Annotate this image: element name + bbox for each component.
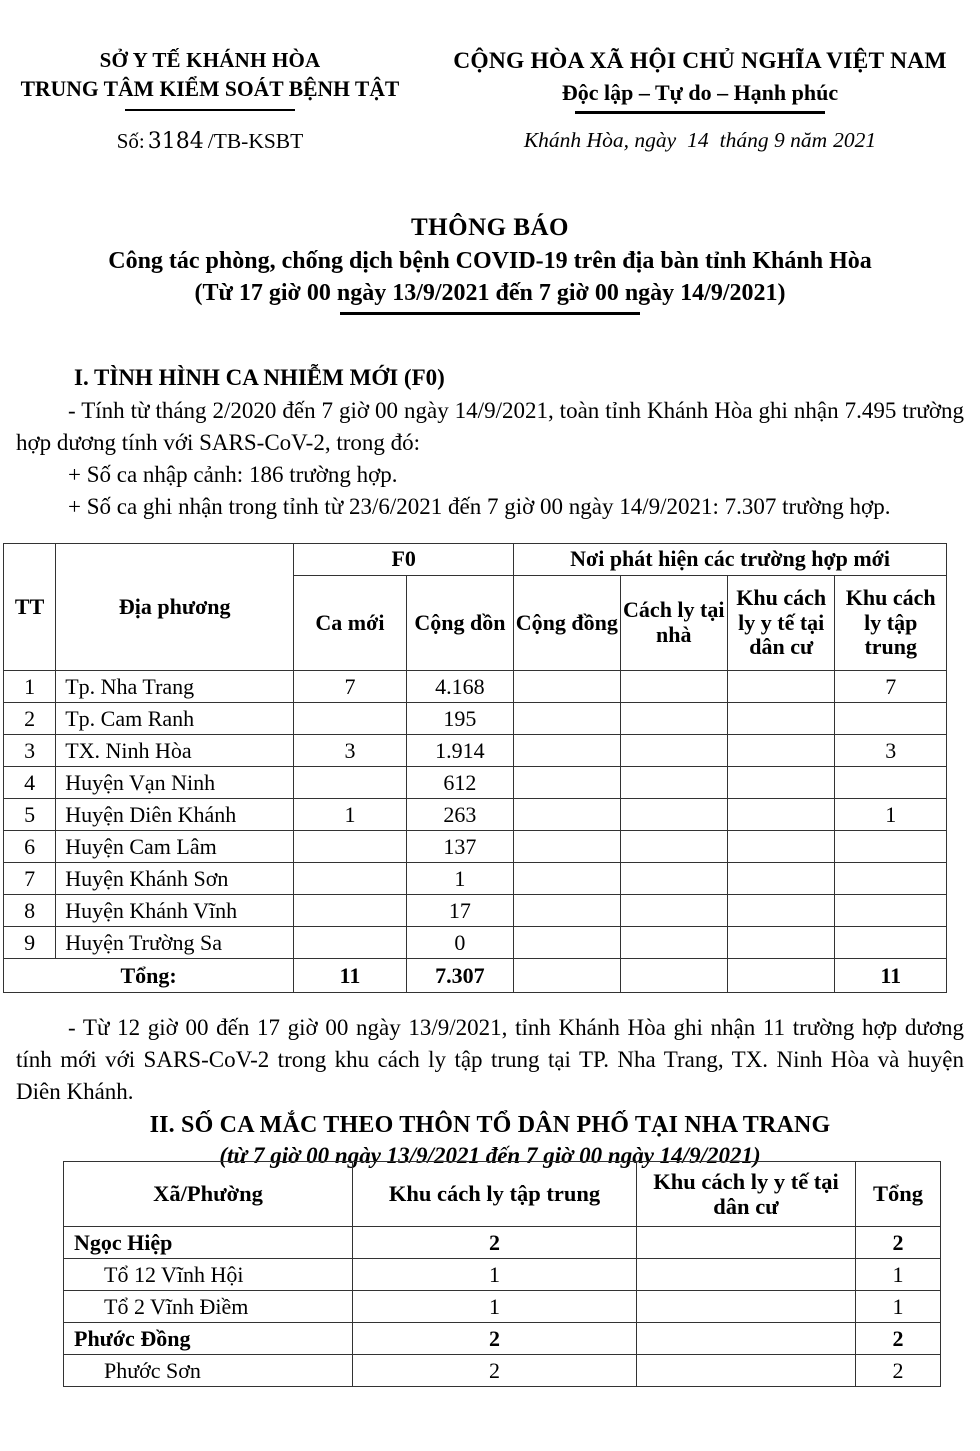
national-motto: Độc lập – Tự do – Hạnh phúc — [561, 79, 839, 105]
cell-new-cases — [294, 767, 406, 799]
cell-centralized-quarantine — [835, 767, 947, 799]
document-number-and-date-row — [0, 128, 980, 154]
header-locality: Địa phương — [56, 544, 294, 671]
cell-tt: 3 — [4, 735, 56, 767]
cell-medical-quarantine — [728, 767, 835, 799]
header-medical-quarantine-residential: Khu cách ly y tế tại dân cư — [728, 576, 835, 671]
cell-new-cases: 1 — [294, 799, 406, 831]
letterhead-right-divider — [575, 111, 825, 114]
cell-centralized-quarantine — [835, 895, 947, 927]
cell-new-cases — [294, 831, 406, 863]
header-ward-residential-quarantine: Khu cách ly y tế tại dân cư — [637, 1162, 856, 1227]
cell-medical-quarantine — [728, 799, 835, 831]
cell-ward-residential — [637, 1291, 856, 1323]
cell-locality: Huyện Cam Lâm — [56, 831, 294, 863]
cell-total-medical-quarantine — [728, 959, 835, 993]
cell-centralized-quarantine: 1 — [835, 799, 947, 831]
section-1-paragraph-1: - Tính từ tháng 2/2020 đến 7 giờ 00 ngày 14/9/2021, toàn tỉnh Khánh Hòa ghi nhận 7.495 trường hợp dương tính với SARS-CoV-2, trong đó: — [16, 397, 964, 455]
cell-medical-quarantine — [728, 863, 835, 895]
cell-community — [514, 927, 620, 959]
header-home-quarantine: Cách ly tại nhà — [620, 576, 727, 671]
province-case-table — [3, 543, 947, 993]
cell-home-quarantine — [620, 831, 727, 863]
section-1-paragraph-2: + Số ca nhập cảnh: 186 trường hợp. — [68, 462, 398, 488]
cell-ward-centralized: 1 — [353, 1259, 637, 1291]
cell-cumulative-cases: 17 — [406, 895, 513, 927]
cell-total-centralized-quarantine: 11 — [835, 959, 947, 993]
cell-community — [514, 895, 620, 927]
cell-new-cases: 7 — [294, 671, 406, 703]
cell-total-cumulative-cases: 7.307 — [406, 959, 513, 993]
cell-new-cases — [294, 703, 406, 735]
cell-ward-name: Tổ 2 Vĩnh Điềm — [64, 1291, 353, 1323]
cell-cumulative-cases: 195 — [406, 703, 513, 735]
section-2-subtitle: (từ 7 giờ 00 ngày 13/9/2021 đến 7 giờ 00 ngày 14/9/2021) — [219, 1143, 761, 1169]
cell-medical-quarantine — [728, 831, 835, 863]
table-row — [4, 895, 947, 927]
cell-home-quarantine — [620, 927, 727, 959]
cell-tt: 6 — [4, 831, 56, 863]
cell-community — [514, 863, 620, 895]
table-row — [4, 863, 947, 895]
header-tt: TT — [4, 544, 56, 671]
cell-locality: Huyện Khánh Sơn — [56, 863, 294, 895]
ward-table-row — [64, 1227, 941, 1259]
letterhead — [0, 46, 980, 114]
cell-centralized-quarantine — [835, 927, 947, 959]
issue-date-year: 2021 — [833, 128, 877, 152]
ward-table-row — [64, 1323, 941, 1355]
table-row — [4, 703, 947, 735]
cell-ward-residential — [637, 1259, 856, 1291]
ward-table-row — [64, 1291, 941, 1323]
cell-community — [514, 799, 620, 831]
cell-medical-quarantine — [728, 895, 835, 927]
cell-cumulative-cases: 1.914 — [406, 735, 513, 767]
cell-community — [514, 767, 620, 799]
table-header-group-row — [4, 544, 947, 576]
table-row — [4, 767, 947, 799]
cell-locality: Huyện Diên Khánh — [56, 799, 294, 831]
cell-medical-quarantine — [728, 735, 835, 767]
cell-tt: 8 — [4, 895, 56, 927]
ward-case-table-container — [63, 1161, 940, 1387]
cell-total-label: Tổng: — [4, 959, 294, 993]
cell-new-cases — [294, 863, 406, 895]
cell-home-quarantine — [620, 671, 727, 703]
cell-new-cases — [294, 895, 406, 927]
cell-community — [514, 703, 620, 735]
cell-tt: 5 — [4, 799, 56, 831]
document-subtitle-line2: (Từ 17 giờ 00 ngày 13/9/2021 đến 7 giờ 00 ngày 14/9/2021) — [194, 280, 786, 307]
section-1-heading: I. TÌNH HÌNH CA NHIỄM MỚI (F0) — [74, 365, 445, 390]
cell-ward-residential — [637, 1355, 856, 1387]
cell-centralized-quarantine: 3 — [835, 735, 947, 767]
cell-tt: 4 — [4, 767, 56, 799]
cell-medical-quarantine — [728, 703, 835, 735]
cell-locality: Tp. Nha Trang — [56, 671, 294, 703]
issue-date-prefix: Khánh Hòa, ngày — [523, 128, 677, 152]
document-subtitle-line1: Công tác phòng, chống dịch bệnh COVID-19 trên địa bàn tỉnh Khánh Hòa — [108, 248, 872, 274]
province-case-table-container — [3, 543, 947, 993]
table-row — [4, 671, 947, 703]
letterhead-right — [420, 46, 980, 114]
document-title-block — [0, 212, 980, 315]
cell-home-quarantine — [620, 863, 727, 895]
cell-cumulative-cases: 1 — [406, 863, 513, 895]
cell-ward-residential — [637, 1227, 856, 1259]
issuing-department-name: SỞ Y TẾ KHÁNH HÒA — [99, 48, 321, 72]
cell-ward-total: 2 — [856, 1323, 941, 1355]
cell-locality: Huyện Trường Sa — [56, 927, 294, 959]
cell-ward-centralized: 2 — [353, 1355, 637, 1387]
cell-ward-centralized: 1 — [353, 1291, 637, 1323]
cell-total-new-cases: 11 — [294, 959, 406, 993]
document-number-suffix: /TB-KSBT — [207, 129, 304, 153]
cell-ward-total: 2 — [856, 1355, 941, 1387]
table-row — [4, 799, 947, 831]
header-community: Cộng đồng — [514, 576, 620, 671]
cell-ward-total: 1 — [856, 1259, 941, 1291]
cell-centralized-quarantine — [835, 831, 947, 863]
cell-home-quarantine — [620, 703, 727, 735]
cell-ward-total: 2 — [856, 1227, 941, 1259]
cell-medical-quarantine — [728, 671, 835, 703]
cell-tt: 7 — [4, 863, 56, 895]
section-2 — [16, 1012, 964, 1172]
cell-cumulative-cases: 0 — [406, 927, 513, 959]
cell-tt: 9 — [4, 927, 56, 959]
header-group-f0: F0 — [294, 544, 514, 576]
cell-new-cases: 3 — [294, 735, 406, 767]
table-row — [4, 927, 947, 959]
cell-community — [514, 671, 620, 703]
cell-ward-centralized: 2 — [353, 1227, 637, 1259]
middle-paragraph: - Từ 12 giờ 00 đến 17 giờ 00 ngày 13/9/2021, tỉnh Khánh Hòa ghi nhận 11 trường hợp dương tính mới với SARS-CoV-2 trong khu cách ly tập trung tại TP. Nha Trang, TX. Ninh Hòa và huyện Diên Khánh. — [16, 1015, 964, 1105]
ward-table-header-row — [64, 1162, 941, 1227]
cell-new-cases — [294, 927, 406, 959]
cell-home-quarantine — [620, 895, 727, 927]
cell-ward-name: Phước Đồng — [64, 1323, 353, 1355]
letterhead-left-divider — [125, 109, 295, 112]
section-1 — [16, 362, 964, 523]
cell-ward-total: 1 — [856, 1291, 941, 1323]
ward-table-row — [64, 1355, 941, 1387]
cell-ward-name: Tổ 12 Vĩnh Hội — [64, 1259, 353, 1291]
title-divider — [340, 312, 640, 315]
cell-cumulative-cases: 137 — [406, 831, 513, 863]
national-name: CỘNG HÒA XÃ HỘI CHỦ NGHĨA VIỆT NAM — [453, 48, 947, 74]
cell-locality: Huyện Vạn Ninh — [56, 767, 294, 799]
cell-community — [514, 735, 620, 767]
issue-date — [420, 128, 980, 154]
cell-medical-quarantine — [728, 927, 835, 959]
cell-total-home-quarantine — [620, 959, 727, 993]
header-new-cases: Ca mới — [294, 576, 406, 671]
cell-cumulative-cases: 263 — [406, 799, 513, 831]
header-centralized-quarantine: Khu cách ly tập trung — [835, 576, 947, 671]
cell-home-quarantine — [620, 735, 727, 767]
issuing-office-name: TRUNG TÂM KIỂM SOÁT BỆNH TẬT — [20, 76, 400, 102]
cell-cumulative-cases: 4.168 — [406, 671, 513, 703]
table-row — [4, 735, 947, 767]
issue-date-day: 14 — [687, 128, 709, 152]
header-group-detection-location: Nơi phát hiện các trường hợp mới — [514, 544, 947, 576]
cell-ward-name: Phước Sơn — [64, 1355, 353, 1387]
document-number-value: 3184 — [147, 129, 204, 154]
header-ward-centralized-quarantine: Khu cách ly tập trung — [353, 1162, 637, 1227]
section-2-heading: II. SỐ CA MẮC THEO THÔN TỔ DÂN PHỐ TẠI NHA TRANG — [149, 1111, 831, 1138]
document-number-label: Số: — [116, 129, 145, 153]
cell-cumulative-cases: 612 — [406, 767, 513, 799]
cell-locality: Tp. Cam Ranh — [56, 703, 294, 735]
cell-locality: TX. Ninh Hòa — [56, 735, 294, 767]
cell-community — [514, 831, 620, 863]
table-row — [4, 831, 947, 863]
cell-home-quarantine — [620, 767, 727, 799]
header-ward: Xã/Phường — [64, 1162, 353, 1227]
header-ward-total: Tổng — [856, 1162, 941, 1227]
cell-ward-centralized: 2 — [353, 1323, 637, 1355]
document-title: THÔNG BÁO — [411, 214, 569, 241]
ward-table-row — [64, 1259, 941, 1291]
cell-ward-name: Ngọc Hiệp — [64, 1227, 353, 1259]
cell-centralized-quarantine — [835, 863, 947, 895]
document-number — [0, 128, 420, 154]
cell-tt: 2 — [4, 703, 56, 735]
cell-locality: Huyện Khánh Vĩnh — [56, 895, 294, 927]
cell-total-community — [514, 959, 620, 993]
cell-ward-residential — [637, 1323, 856, 1355]
cell-centralized-quarantine — [835, 703, 947, 735]
cell-home-quarantine — [620, 799, 727, 831]
letterhead-left — [0, 46, 420, 114]
cell-tt: 1 — [4, 671, 56, 703]
cell-centralized-quarantine: 7 — [835, 671, 947, 703]
table-total-row — [4, 959, 947, 993]
ward-case-table — [63, 1161, 941, 1387]
header-cumulative-cases: Cộng dồn — [406, 576, 513, 671]
section-1-paragraph-3: + Số ca ghi nhận trong tỉnh từ 23/6/2021 đến 7 giờ 00 ngày 14/9/2021: 7.307 trường hợp. — [68, 494, 891, 520]
issue-date-month-label: tháng 9 năm — [719, 128, 828, 152]
